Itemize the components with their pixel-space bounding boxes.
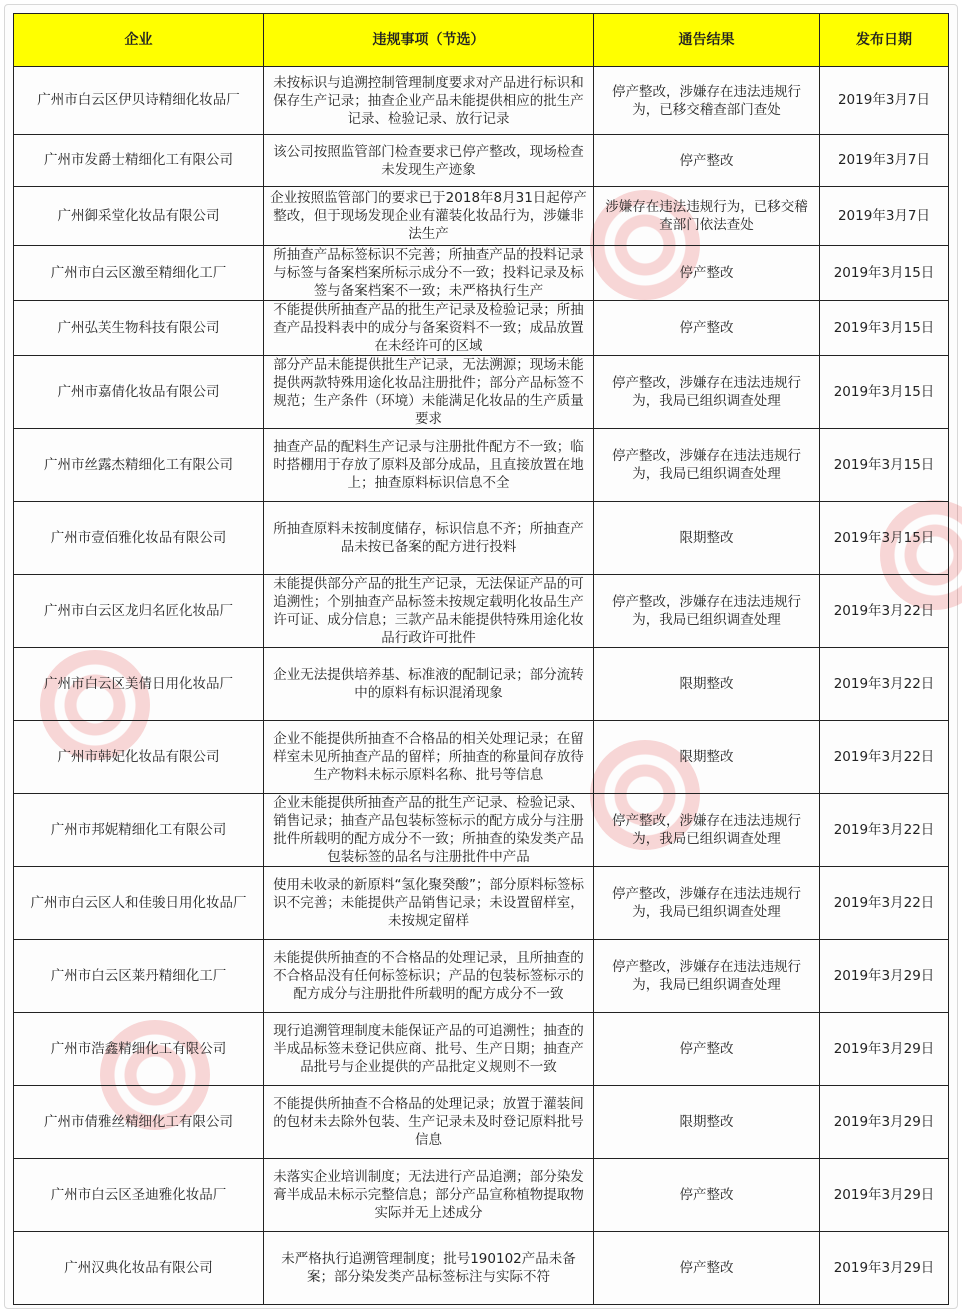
table-row [14, 429, 949, 502]
header-company: 企业 [14, 14, 264, 67]
cell-company: 广州市嘉倩化妆品有限公司 [14, 356, 264, 429]
cell-company: 广州御采堂化妆品有限公司 [14, 187, 264, 246]
cell-violation: 未严格执行追溯管理制度；批号190102产品未备案；部分染发类产品标签标注与实际不符 [264, 1232, 594, 1305]
cell-company: 广州市倩雅丝精细化工有限公司 [14, 1086, 264, 1159]
cell-date: 2019年3月7日 [820, 187, 949, 246]
cell-result: 限期整改 [594, 1086, 820, 1159]
cell-result: 停产整改，涉嫌存在违法违规行为，我局已组织调查处理 [594, 794, 820, 867]
table-row [14, 301, 949, 356]
cell-company: 广州市白云区圣迪雅化妆品厂 [14, 1159, 264, 1232]
table-row [14, 67, 949, 135]
table-row [14, 794, 949, 867]
table-row [14, 1086, 949, 1159]
cell-violation: 企业不能提供所抽查不合格品的相关处理记录；在留样室未见所抽查产品的留样；所抽查的称量间存放待生产物料未标示原料名称、批号等信息 [264, 721, 594, 794]
table-row [14, 135, 949, 187]
cell-company: 广州市丝露杰精细化工有限公司 [14, 429, 264, 502]
cell-date: 2019年3月15日 [820, 301, 949, 356]
cell-result: 限期整改 [594, 502, 820, 575]
cell-result: 停产整改 [594, 135, 820, 187]
cell-company: 广州市发爵士精细化工有限公司 [14, 135, 264, 187]
cell-violation: 抽查产品的配料生产记录与注册批件配方不一致；临时搭棚用于存放了原料及部分成品，且直接放置在地上；抽查原料标识信息不全 [264, 429, 594, 502]
cell-company: 广州市白云区激至精细化工厂 [14, 246, 264, 301]
cell-violation: 所抽查原料未按制度储存，标识信息不齐；所抽查产品未按已备案的配方进行投料 [264, 502, 594, 575]
table-row [14, 575, 949, 648]
cell-company: 广州市白云区美倩日用化妆品厂 [14, 648, 264, 721]
violations-table [13, 13, 949, 1305]
cell-company: 广州市白云区人和佳骏日用化妆品厂 [14, 867, 264, 940]
cell-date: 2019年3月15日 [820, 246, 949, 301]
cell-company: 广州市邦妮精细化工有限公司 [14, 794, 264, 867]
cell-result: 限期整改 [594, 648, 820, 721]
table-row [14, 867, 949, 940]
cell-date: 2019年3月15日 [820, 429, 949, 502]
cell-violation: 该公司按照监管部门检查要求已停产整改，现场检查未发现生产迹象 [264, 135, 594, 187]
header-violations: 违规事项（节选） [264, 14, 594, 67]
cell-date: 2019年3月29日 [820, 1159, 949, 1232]
cell-violation: 不能提供所抽查不合格品的处理记录；放置于灌装间的包材未去除外包装、生产记录未及时登记原料批号信息 [264, 1086, 594, 1159]
cell-date: 2019年3月22日 [820, 794, 949, 867]
table-row [14, 1232, 949, 1305]
cell-result: 停产整改 [594, 246, 820, 301]
table-row [14, 1013, 949, 1086]
cell-violation: 未按标识与追溯控制管理制度要求对产品进行标识和保存生产记录；抽查企业产品未能提供相应的批生产记录、检验记录、放行记录 [264, 67, 594, 135]
cell-result: 限期整改 [594, 721, 820, 794]
cell-date: 2019年3月15日 [820, 356, 949, 429]
cell-result: 停产整改，涉嫌存在违法违规行为，我局已组织调查处理 [594, 940, 820, 1013]
cell-company: 广州市白云区龙归名匠化妆品厂 [14, 575, 264, 648]
table-row [14, 1159, 949, 1232]
cell-result: 停产整改，涉嫌存在违法违规行为，我局已组织调查处理 [594, 575, 820, 648]
cell-violation: 所抽查产品标签标识不完善；所抽查产品的投料记录与标签与备案档案所标示成分不一致；投料记录及标签与备案档案不一致；未严格执行生产 [264, 246, 594, 301]
cell-result: 停产整改，涉嫌存在违法违规行为，我局已组织调查处理 [594, 867, 820, 940]
cell-result: 停产整改 [594, 1013, 820, 1086]
table-row [14, 721, 949, 794]
cell-result: 停产整改，涉嫌存在违法违规行为，已移交稽查部门查处 [594, 67, 820, 135]
cell-violation: 使用未收录的新原料“氢化聚癸酸”；部分原料标签标识不完善；未能提供产品销售记录；未设置留样室，未按规定留样 [264, 867, 594, 940]
cell-violation: 企业无法提供培养基、标准液的配制记录；部分流转中的原料有标识混淆现象 [264, 648, 594, 721]
cell-violation: 未落实企业培训制度；无法进行产品追溯；部分染发膏半成品未标示完整信息；部分产品宣称植物提取物实际并无上述成分 [264, 1159, 594, 1232]
cell-result: 涉嫌存在违法违规行为，已移交稽查部门依法查处 [594, 187, 820, 246]
table-body [14, 67, 949, 1305]
header-result: 通告结果 [594, 14, 820, 67]
cell-result: 停产整改 [594, 1159, 820, 1232]
cell-company: 广州市壹佰雅化妆品有限公司 [14, 502, 264, 575]
cell-violation: 部分产品未能提供批生产记录，无法溯源；现场未能提供两款特殊用途化妆品注册批件；部分产品标签不规范；生产条件（环境）未能满足化妆品的生产质量要求 [264, 356, 594, 429]
table-row [14, 940, 949, 1013]
table-row [14, 648, 949, 721]
cell-date: 2019年3月22日 [820, 867, 949, 940]
cell-violation: 未能提供所抽查的不合格品的处理记录，且所抽查的不合格品没有任何标签标识；产品的包装标签标示的配方成分与注册批件所载明的配方成分不一致 [264, 940, 594, 1013]
cell-company: 广州市白云区莱丹精细化工厂 [14, 940, 264, 1013]
table-row [14, 356, 949, 429]
cell-result: 停产整改，涉嫌存在违法违规行为，我局已组织调查处理 [594, 429, 820, 502]
table-row [14, 502, 949, 575]
table-row [14, 246, 949, 301]
cell-date: 2019年3月7日 [820, 135, 949, 187]
cell-date: 2019年3月29日 [820, 1232, 949, 1305]
cell-date: 2019年3月15日 [820, 502, 949, 575]
header-date: 发布日期 [820, 14, 949, 67]
table-row [14, 187, 949, 246]
cell-result: 停产整改 [594, 1232, 820, 1305]
cell-violation: 不能提供所抽查产品的批生产记录及检验记录；所抽查产品投料表中的成分与备案资料不一致；成品放置在未经许可的区域 [264, 301, 594, 356]
cell-date: 2019年3月29日 [820, 940, 949, 1013]
cell-violation: 企业按照监管部门的要求已于2018年8月31日起停产整改，但于现场发现企业有灌装化妆品行为，涉嫌非法生产 [264, 187, 594, 246]
cell-company: 广州弘芙生物科技有限公司 [14, 301, 264, 356]
cell-violation: 未能提供部分产品的批生产记录，无法保证产品的可追溯性；个别抽查产品标签未按规定载明化妆品生产许可证、成分信息；三款产品未能提供特殊用途化妆品行政许可批件 [264, 575, 594, 648]
cell-date: 2019年3月7日 [820, 67, 949, 135]
cell-violation: 企业未能提供所抽查产品的批生产记录、检验记录、销售记录；抽查产品包装标签标示的配方成分与注册批件所载明的配方成分不一致；所抽查的染发类产品包装标签的品名与注册批件中产品 [264, 794, 594, 867]
cell-date: 2019年3月29日 [820, 1086, 949, 1159]
cell-violation: 现行追溯管理制度未能保证产品的可追溯性；抽查的半成品标签未登记供应商、批号、生产日期；抽查产品批号与企业提供的产品批定义规则不一致 [264, 1013, 594, 1086]
cell-date: 2019年3月22日 [820, 648, 949, 721]
cell-company: 广州汉典化妆品有限公司 [14, 1232, 264, 1305]
cell-date: 2019年3月22日 [820, 721, 949, 794]
cell-company: 广州市浩鑫精细化工有限公司 [14, 1013, 264, 1086]
cell-date: 2019年3月22日 [820, 575, 949, 648]
cell-result: 停产整改 [594, 301, 820, 356]
cell-date: 2019年3月29日 [820, 1013, 949, 1086]
table-header-row [14, 14, 949, 67]
cell-company: 广州市韩妃化妆品有限公司 [14, 721, 264, 794]
cell-result: 停产整改，涉嫌存在违法违规行为，我局已组织调查处理 [594, 356, 820, 429]
cell-company: 广州市白云区伊贝诗精细化妆品厂 [14, 67, 264, 135]
